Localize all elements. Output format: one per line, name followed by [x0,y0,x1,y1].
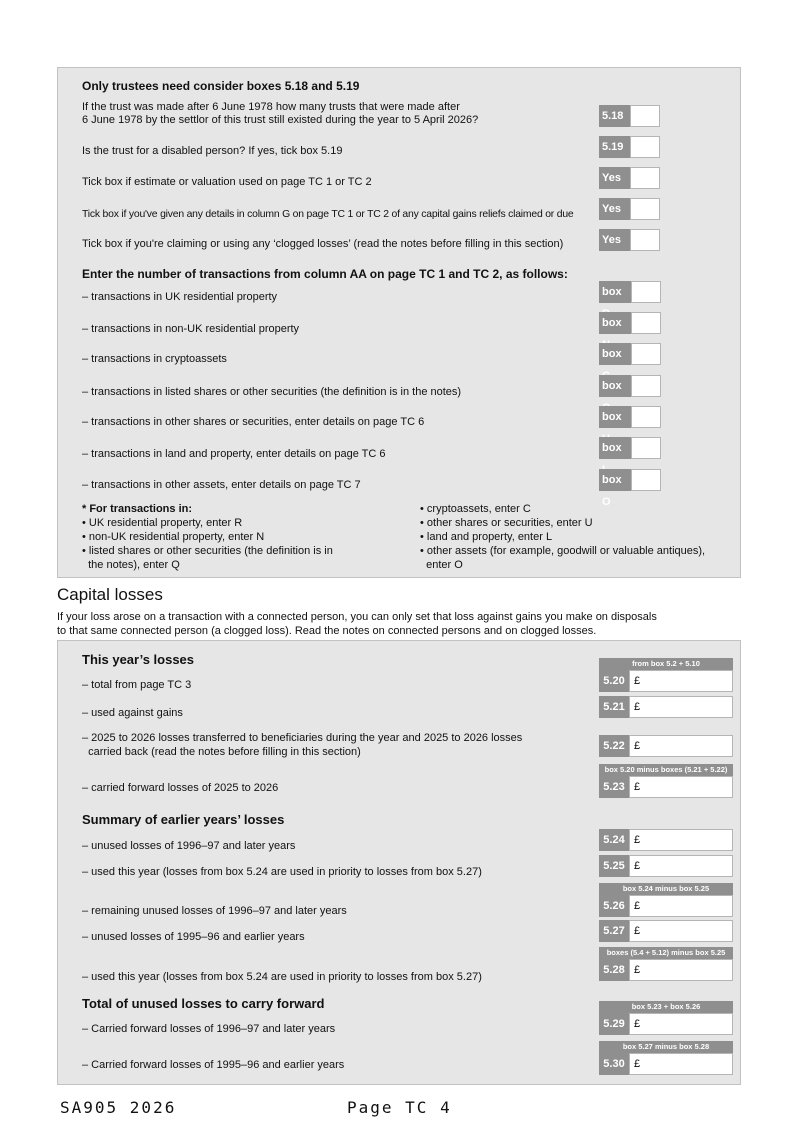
form-code: SA905 2026 [60,1098,177,1117]
row-5-23-text: – carried forward losses of 2025 to 2026 [82,782,279,794]
estimate-checkbox[interactable] [630,167,660,189]
box-5-29-caption: box 5.23 + box 5.26 [599,1001,733,1013]
box-5-28-input[interactable]: £ [629,959,733,981]
row-5-24-text: – unused losses of 1996–97 and later years [82,840,296,852]
footnote-left-2: • non-UK residential property, enter N [82,531,265,543]
box-5-20-caption: from box 5.2 + 5.10 [599,658,733,670]
trustees-heading: Only trustees need consider boxes 5.18 and 5.19 [82,79,360,93]
box-5-21-input[interactable]: £ [629,696,733,718]
box-5-24: 5.24 £ [599,829,733,851]
reliefs-checkbox[interactable] [630,198,660,220]
box-5-21: 5.21 £ [599,696,733,718]
footnote-title: * For transactions in: [82,503,193,515]
tx-box-c-input[interactable] [631,343,661,365]
tx-row-o-text: – transactions in other assets, enter details on page TC 7 [82,479,361,491]
total-heading: Total of unused losses to carry forward [82,996,325,1011]
this-year-heading: This year’s losses [82,652,195,667]
footnote-right-3: • land and property, enter L [420,531,553,543]
box-5-28-caption: boxes (5.4 + 5.12) minus box 5.25 [599,947,733,959]
box-5-22: 5.22 £ [599,735,733,757]
reliefs-text: Tick box if you've given any details in column G on page TC 1 or TC 2 of any capital gains reliefs claimed or due [82,209,574,220]
row-5-25-text: – used this year (losses from box 5.24 are used in priority to losses from box 5.27) [82,866,482,878]
box-5-26-input[interactable]: £ [629,895,733,917]
box-5-30-caption: box 5.27 minus box 5.28 [599,1041,733,1053]
box-5-23-caption: box 5.20 minus boxes (5.21 + 5.22) [599,764,733,776]
tx-box-o-input[interactable] [631,469,661,491]
tx-row-c-text: – transactions in cryptoassets [82,353,227,365]
box-5-27: 5.27 £ [599,920,733,942]
tx-box-r-input[interactable] [631,281,661,303]
tx-box-l-input[interactable] [631,437,661,459]
tx-box-q-input[interactable] [631,375,661,397]
box-5-19-checkbox[interactable] [630,136,660,158]
box-5-25: 5.25 £ [599,855,733,877]
box-5-23: box 5.20 minus boxes (5.21 + 5.22) 5.23 £ [599,776,733,798]
box-5-29-input[interactable]: £ [629,1013,733,1035]
box-5-24-input[interactable]: £ [629,829,733,851]
summary-heading: Summary of earlier years’ losses [82,812,285,827]
row-5-22-text2: carried back (read the notes before filling in this section) [82,746,361,758]
capital-losses-panel [57,640,741,1085]
footnote-left [82,502,333,572]
row-5-30-text: – Carried forward losses of 1995–96 and earlier years [82,1059,345,1071]
footnote-right-2: • other shares or securities, enter U [420,517,593,529]
q519-text: Is the trust for a disabled person? If yes, tick box 5.19 [82,145,343,157]
box-5-27-input[interactable]: £ [629,920,733,942]
estimate-text: Tick box if estimate or valuation used on page TC 1 or TC 2 [82,176,372,188]
footnote-right-1: • cryptoassets, enter C [420,503,531,515]
row-5-27-text: – unused losses of 1995–96 and earlier years [82,931,305,943]
trustees-transactions-panel: Only trustees need consider boxes 5.18 and 5.19 If the trust was made after 6 June 1978 how many trusts that were made after 6 June 1978 by the settlor of this trust still existed during the year to 5 April 2026? 5.18 Is the trust for a disabled person? If yes, tick box 5.19 5.19 Tick box if estimate or valuation used on page TC 1 or TC 2 Yes Tick box if you've given any details in column G on page TC 1 or TC 2 of any capital gains reliefs claimed or due Yes Tick box if you're claiming or using any ‘clogged losses’ (read the notes before filling in this section) Yes Enter the number of transactions from column AA on page TC 1 and TC 2, as follows: – transactions in UK residential property box – transactions in non-UK residential property box – transactions in cryptoassets box – transactions in listed shares or other securities (the definition is in the notes) box – transactions in other shares or securities, enter details on page TC 6 box – transactions in land and property, enter details on page TC 6 box – transactions in other assets, enter details on page TC 7 box O * For transactions in: • UK residential property, enter R • non-UK residential property, enter N • listed shares or other securities (the definition is in the notes), enter Q • cryptoassets, enter C • other shares or securities, enter U • land and property, enter L • other assets (for example, goodwill or valuable antiques), enter O [57,67,741,578]
capital-losses-title: Capital losses [57,585,163,604]
box-5-30-input[interactable]: £ [629,1053,733,1075]
page-label: Page TC 4 [347,1098,452,1117]
tx-row-u-text: – transactions in other shares or securities, enter details on page TC 6 [82,416,425,428]
footnote-right-5: enter O [420,559,463,571]
q518-line2: 6 June 1978 by the settlor of this trust still existed during the year to 5 April 2026? [82,114,479,126]
tx-row-l-text: – transactions in land and property, enter details on page TC 6 [82,448,386,460]
footnote-left-1: • UK residential property, enter R [82,517,243,529]
box-5-22-input[interactable]: £ [629,735,733,757]
box-5-25-input[interactable]: £ [629,855,733,877]
row-5-29-text: – Carried forward losses of 1996–97 and later years [82,1023,336,1035]
footnote-right [420,502,705,572]
capital-losses-intro [57,610,657,638]
tx-row-q-text: – transactions in listed shares or other securities (the definition is in the notes) [82,386,462,398]
tx-row-r-text: – transactions in UK residential property [82,291,278,303]
transactions-heading: Enter the number of transactions from column AA on page TC 1 and TC 2, as follows: [82,267,568,281]
box-5-18-input[interactable] [630,105,660,127]
tx-box-n-input[interactable] [631,312,661,334]
intro-line-1: If your loss arose on a transaction with a connected person, you can only set that loss against gains you make on disposals [57,611,657,623]
row-5-20-text: – total from page TC 3 [82,679,192,691]
box-5-28: boxes (5.4 + 5.12) minus box 5.25 5.28 £ [599,959,733,981]
row-5-26-text: – remaining unused losses of 1996–97 and later years [82,905,347,917]
q518-line1: If the trust was made after 6 June 1978 how many trusts that were made after [82,101,460,113]
box-5-29: box 5.23 + box 5.26 5.29 £ [599,1013,733,1035]
clogged-checkbox[interactable] [630,229,660,251]
box-5-23-input[interactable]: £ [629,776,733,798]
box-5-20-input[interactable]: £ [629,670,733,692]
row-5-21-text: – used against gains [82,707,183,719]
tx-box-u-input[interactable] [631,406,661,428]
clogged-text: Tick box if you're claiming or using any ‘clogged losses’ (read the notes before filling in this section) [82,238,564,250]
box-5-30: box 5.27 minus box 5.28 5.30 £ [599,1053,733,1075]
footnote-left-4: the notes), enter Q [82,559,180,571]
footnote-left-3: • listed shares or other securities (the definition is in [82,545,333,557]
box-5-26-caption: box 5.24 minus box 5.25 [599,883,733,895]
tx-row-n-text: – transactions in non-UK residential property [82,323,300,335]
intro-line-2: to that same connected person (a clogged loss). Read the notes on connected persons and on clogged losses. [57,625,597,637]
box-5-20: from box 5.2 + 5.10 5.20 £ [599,670,733,692]
row-5-22-text: – 2025 to 2026 losses transferred to beneficiaries during the year and 2025 to 2026 losses [82,732,523,744]
footnote-right-4: • other assets (for example, goodwill or valuable antiques), [420,545,706,557]
box-5-26: box 5.24 minus box 5.25 5.26 £ [599,895,733,917]
row-5-28-text: – used this year (losses from box 5.24 are used in priority to losses from box 5.27) [82,971,482,983]
